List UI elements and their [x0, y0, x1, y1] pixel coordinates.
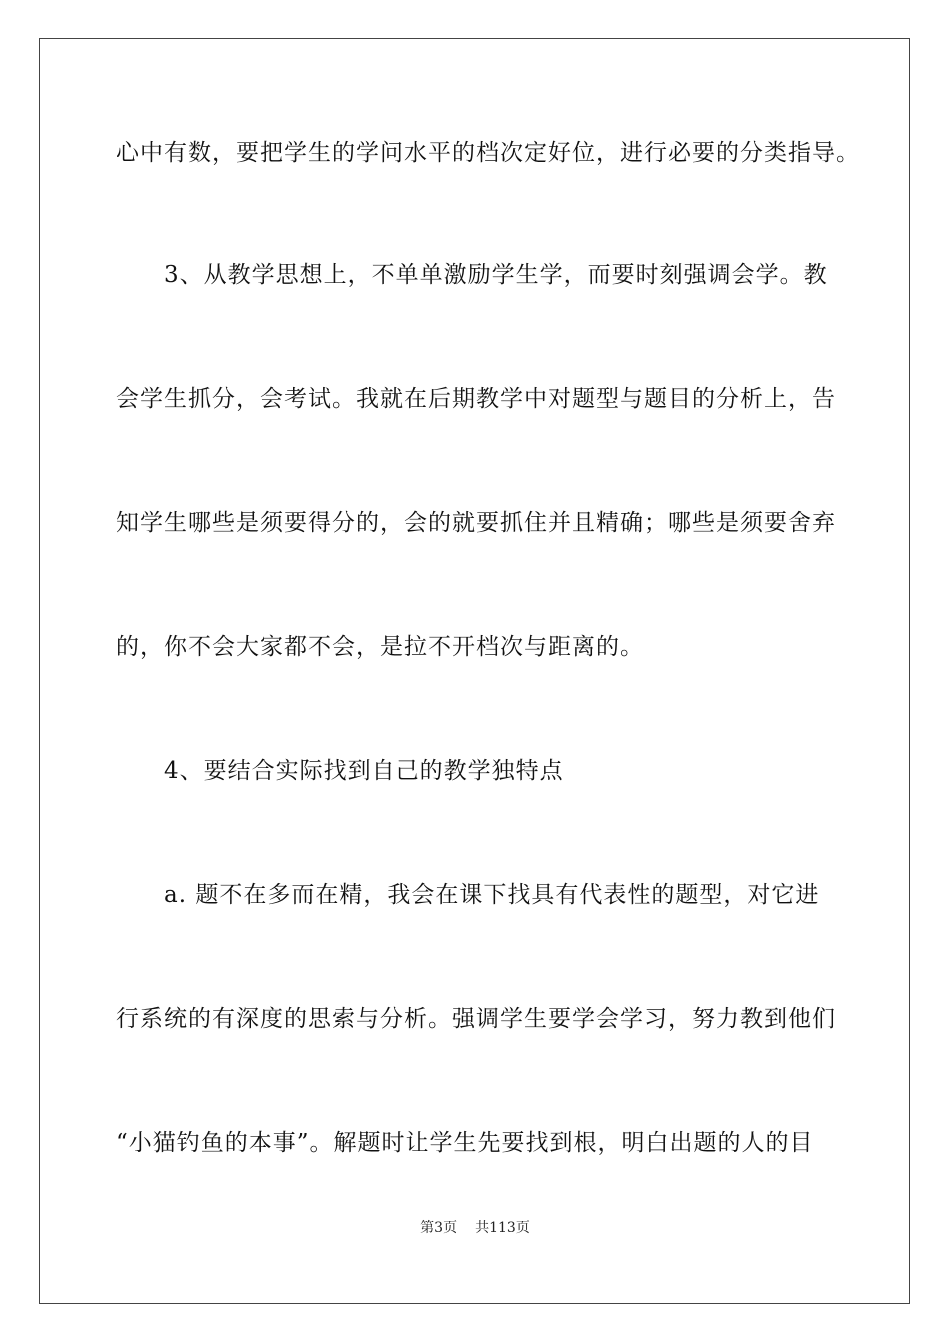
paragraph-line: 3、从教学思想上，不单单激励学生学，而要时刻强调会学。教 [164, 262, 828, 288]
paragraph-line: 心中有数，要把学生的学问水平的档次定好位，进行必要的分类指导。 [116, 140, 860, 166]
page-number: 第3页 [420, 1220, 458, 1236]
page-footer [0, 1219, 950, 1237]
paragraph-line: a. 题不在多而在精，我会在课下找具有代表性的题型，对它进 [164, 882, 820, 908]
paragraph-line: 4、要结合实际找到自己的教学独特点 [164, 758, 564, 784]
paragraph-line: 会学生抓分，会考试。我就在后期教学中对题型与题目的分析上，告 [116, 386, 836, 412]
paragraph-line: 的，你不会大家都不会，是拉不开档次与距离的。 [116, 634, 644, 660]
page-total: 共113页 [475, 1220, 530, 1236]
paragraph-line: 行系统的有深度的思索与分析。强调学生要学会学习，努力教到他们 [116, 1006, 836, 1032]
paragraph-line: 知学生哪些是须要得分的，会的就要抓住并且精确；哪些是须要舍弃 [116, 510, 836, 536]
page-frame [39, 38, 910, 1304]
paragraph-line: “小猫钓鱼的本事”。解题时让学生先要找到根，明白出题的人的目 [116, 1130, 814, 1156]
